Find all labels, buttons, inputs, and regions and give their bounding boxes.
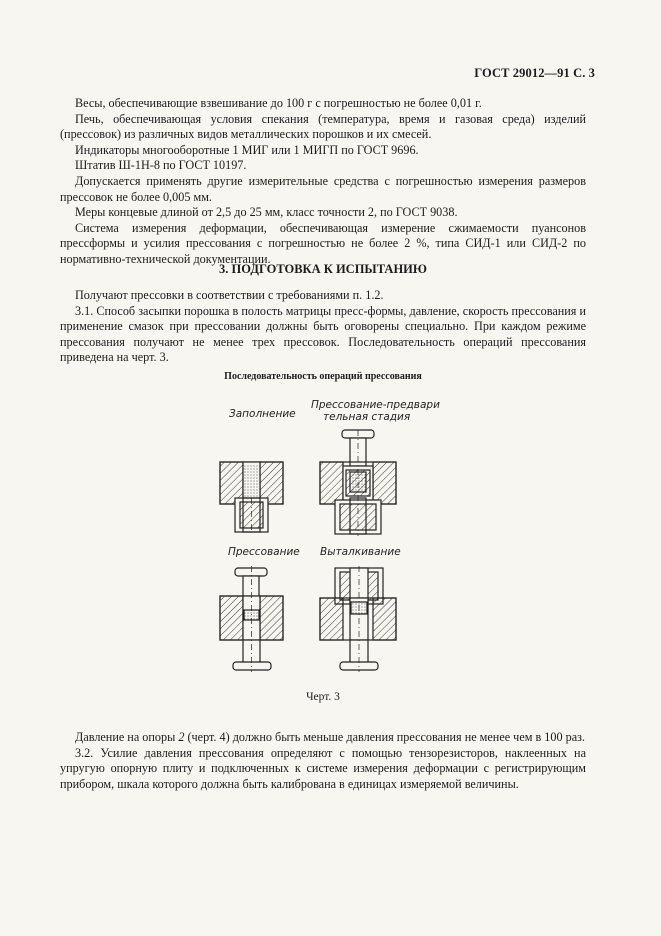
text-run-italic: 2 [178, 730, 185, 744]
section-heading: 3. ПОДГОТОВКА К ИСПЫТАНИЮ [219, 262, 427, 276]
paragraph: Индикаторы многооборотные 1 МИГ или 1 МИГП по ГОСТ 9696. [75, 142, 419, 157]
paragraph: 3.2. Усилие давления прессования определяют с помощью тензорезисторов, наклеенных на упругую опорную плиту и подключенных к системе измерения деформации с регистрирующим прибором, шкала которого должна быть калибрована в единицах измеряемой величины. [60, 745, 586, 791]
stage-ejection [320, 566, 396, 672]
paragraph: Допускается применять другие измерительные средства с погрешностью измерения размеров прессовок не более 0,005 мм. [60, 173, 586, 204]
text-run: Давление на опоры [75, 730, 179, 744]
section-text [60, 288, 586, 366]
pressing-sequence-drawing [190, 390, 440, 680]
label-ejection: Выталкивание [320, 546, 401, 558]
bottom-text [60, 730, 586, 792]
paragraph: Система измерения деформации, обеспечивающая измерение сжимаемости пуансонов прессформы и усилия прессования с погрешностью не более 2 %, типа СИД-1 или СИД-2 по нормативно-технической документации. [60, 220, 586, 266]
paragraph: Штатив Ш-1Н-8 по ГОСТ 10197. [75, 158, 247, 173]
paragraph: Получают прессовки в соответствии с требованиями п. 1.2. [75, 288, 384, 302]
paragraph: Весы, обеспечивающие взвешивание до 100 г с погрешностью не более 0,01 г. [75, 96, 482, 110]
text-run: (черт. 4) должно быть меньше давления прессования не менее чем в 100 раз. [184, 730, 585, 744]
paragraph: 3.1. Способ засыпки порошка в полость матрицы пресс-формы, давление, скорость прессования и применение смазок при прессовании должны быть оговорены специально. При каждом режиме прессования получают не менее трех прессовок. Последовательность операций прессования приведена на черт. 3. [60, 303, 586, 365]
equipment-list [60, 96, 586, 268]
label-prepress-line2: тельная стадия [323, 411, 411, 423]
stage-prepress [320, 430, 396, 536]
paragraph: Печь, обеспечивающая условия спекания (температура, время и газовая среда) изделий (прессовок) из различных видов металлических порошков и их смесей. [60, 111, 586, 142]
label-pressing: Прессование [228, 546, 300, 558]
stage-filling [220, 462, 283, 532]
label-prepress-line1: Прессование-предвари [311, 399, 440, 411]
label-filling: Заполнение [229, 408, 296, 420]
paragraph [60, 730, 586, 746]
figure-caption: Черт. 3 [306, 691, 340, 703]
page-header: ГОСТ 29012—91 С. 3 [474, 66, 595, 80]
figure-title: Последовательность операций прессования [224, 371, 422, 382]
stage-pressing [220, 566, 283, 672]
paragraph: Меры концевые длиной от 2,5 до 25 мм, класс точности 2, по ГОСТ 9038. [75, 205, 458, 220]
